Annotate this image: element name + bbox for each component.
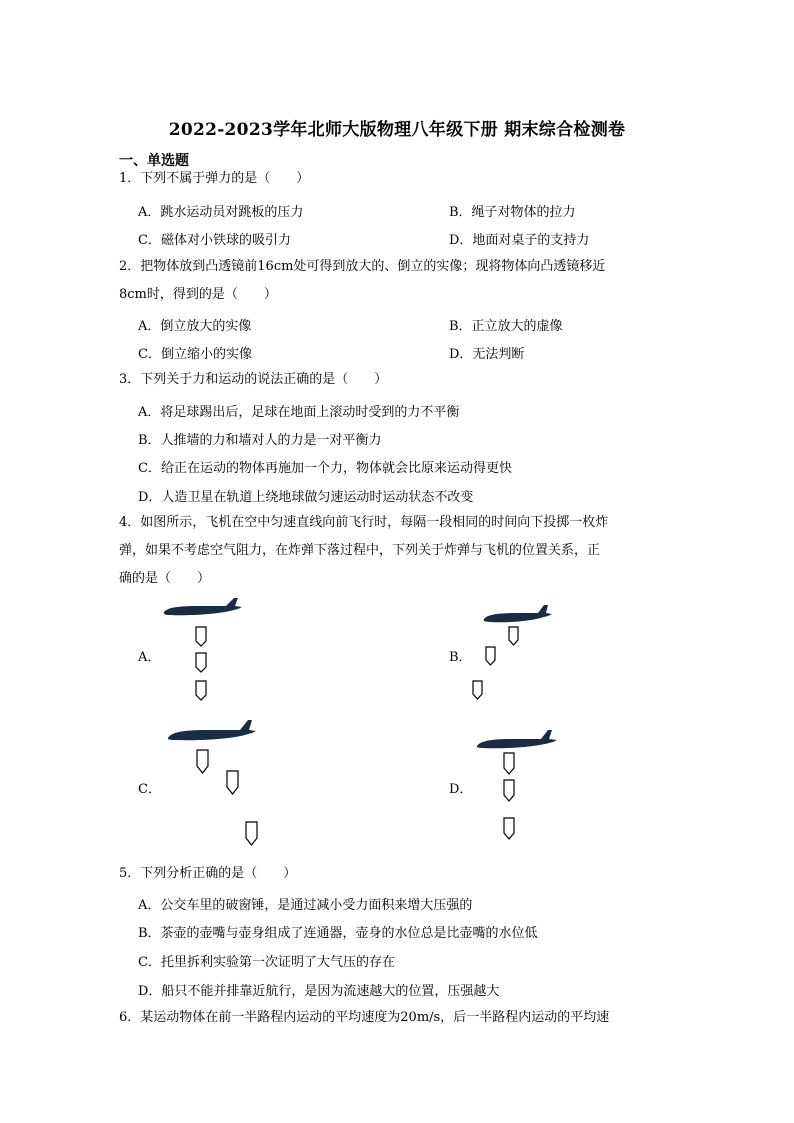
q3-option-d: D．人造卫星在轨道上绕地球做匀速运动时运动状态不改变: [138, 490, 474, 505]
bomb-icon: [504, 780, 514, 801]
q3-option-a: A．将足球踢出后，足球在地面上滚动时受到的力不平衡: [138, 405, 460, 420]
question-4-stem-line3: 确的是（ ）: [119, 571, 211, 586]
bomb-icon: [486, 647, 495, 665]
q4-label-c: C．: [138, 782, 161, 797]
q5-option-d: D．船只不能并排靠近航行，是因为流速越大的位置，压强越大: [138, 984, 500, 999]
airplane-icon: [477, 730, 557, 748]
q4-label-d: D．: [449, 782, 473, 797]
question-4-stem-line1: 4．如图所示，飞机在空中匀速直线向前飞行时，每隔一段相同的时间向下投掷一枚炸: [119, 515, 609, 530]
q4-figure-a: [160, 598, 250, 708]
bomb-icon: [197, 750, 208, 773]
section-heading: 一、单选题: [119, 153, 189, 169]
bomb-icon: [509, 627, 518, 645]
q1-option-b: B．绳子对物体的拉力: [449, 205, 576, 220]
q1-option-a: A．跳水运动员对跳板的压力: [138, 205, 304, 220]
q4-label-a: A．: [138, 650, 161, 665]
bomb-icon: [196, 653, 206, 672]
question-1-stem: 1．下列不属于弹力的是（ ）: [119, 171, 310, 186]
question-2-stem-line2: 8cm时，得到的是（ ）: [119, 287, 277, 302]
q5-option-a: A．公交车里的破窗锤，是通过减小受力面积来增大压强的: [138, 898, 473, 913]
airplane-icon: [164, 598, 242, 615]
q4-label-b: B．: [449, 650, 472, 665]
airplane-icon: [168, 720, 256, 740]
bomb-icon: [246, 822, 257, 845]
page-title: 2022-2023学年北师大版物理八年级下册 期末综合检测卷: [168, 120, 626, 140]
bomb-icon: [227, 771, 238, 794]
q4-figure-b: [480, 605, 570, 705]
q4-figure-c: [164, 718, 264, 858]
q1-option-d: D．地面对桌子的支持力: [449, 233, 590, 248]
question-3-stem: 3．下列关于力和运动的说法正确的是（ ）: [119, 372, 388, 387]
question-4-stem-line2: 弹，如果不考虑空气阻力，在炸弹下落过程中，下列关于炸弹与飞机的位置关系，正: [119, 543, 601, 558]
q2-option-b: B．正立放大的虚像: [449, 319, 563, 334]
question-5-stem: 5．下列分析正确的是（ ）: [119, 866, 297, 881]
q2-option-a: A．倒立放大的实像: [138, 319, 252, 334]
q5-option-b: B．茶壶的壶嘴与壶身组成了连通器，壶身的水位总是比壶嘴的水位低: [138, 926, 538, 941]
q2-option-d: D．无法判断: [449, 347, 525, 362]
bomb-icon: [473, 681, 482, 699]
q4-figure-d: [473, 728, 563, 848]
bomb-icon: [196, 627, 206, 646]
question-2-stem-line1: 2．把物体放到凸透镜前16cm处可得到放大的、倒立的实像；现将物体向凸透镜移近: [119, 259, 606, 274]
q3-option-b: B．人推墙的力和墙对人的力是一对平衡力: [138, 433, 382, 448]
airplane-icon: [484, 605, 552, 622]
q3-option-c: C．给正在运动的物体再施加一个力，物体就会比原来运动得更快: [138, 461, 512, 476]
question-6-stem: 6．某运动物体在前一半路程内运动的平均速度为20m/s，后一半路程内运动的平均速: [119, 1010, 610, 1025]
bomb-icon: [504, 753, 514, 774]
bomb-icon: [196, 681, 206, 700]
q2-option-c: C．倒立缩小的实像: [138, 347, 252, 362]
q5-option-c: C．托里拆利实验第一次证明了大气压的存在: [138, 955, 395, 970]
bomb-icon: [504, 818, 514, 839]
q1-option-c: C．磁体对小铁球的吸引力: [138, 233, 291, 248]
